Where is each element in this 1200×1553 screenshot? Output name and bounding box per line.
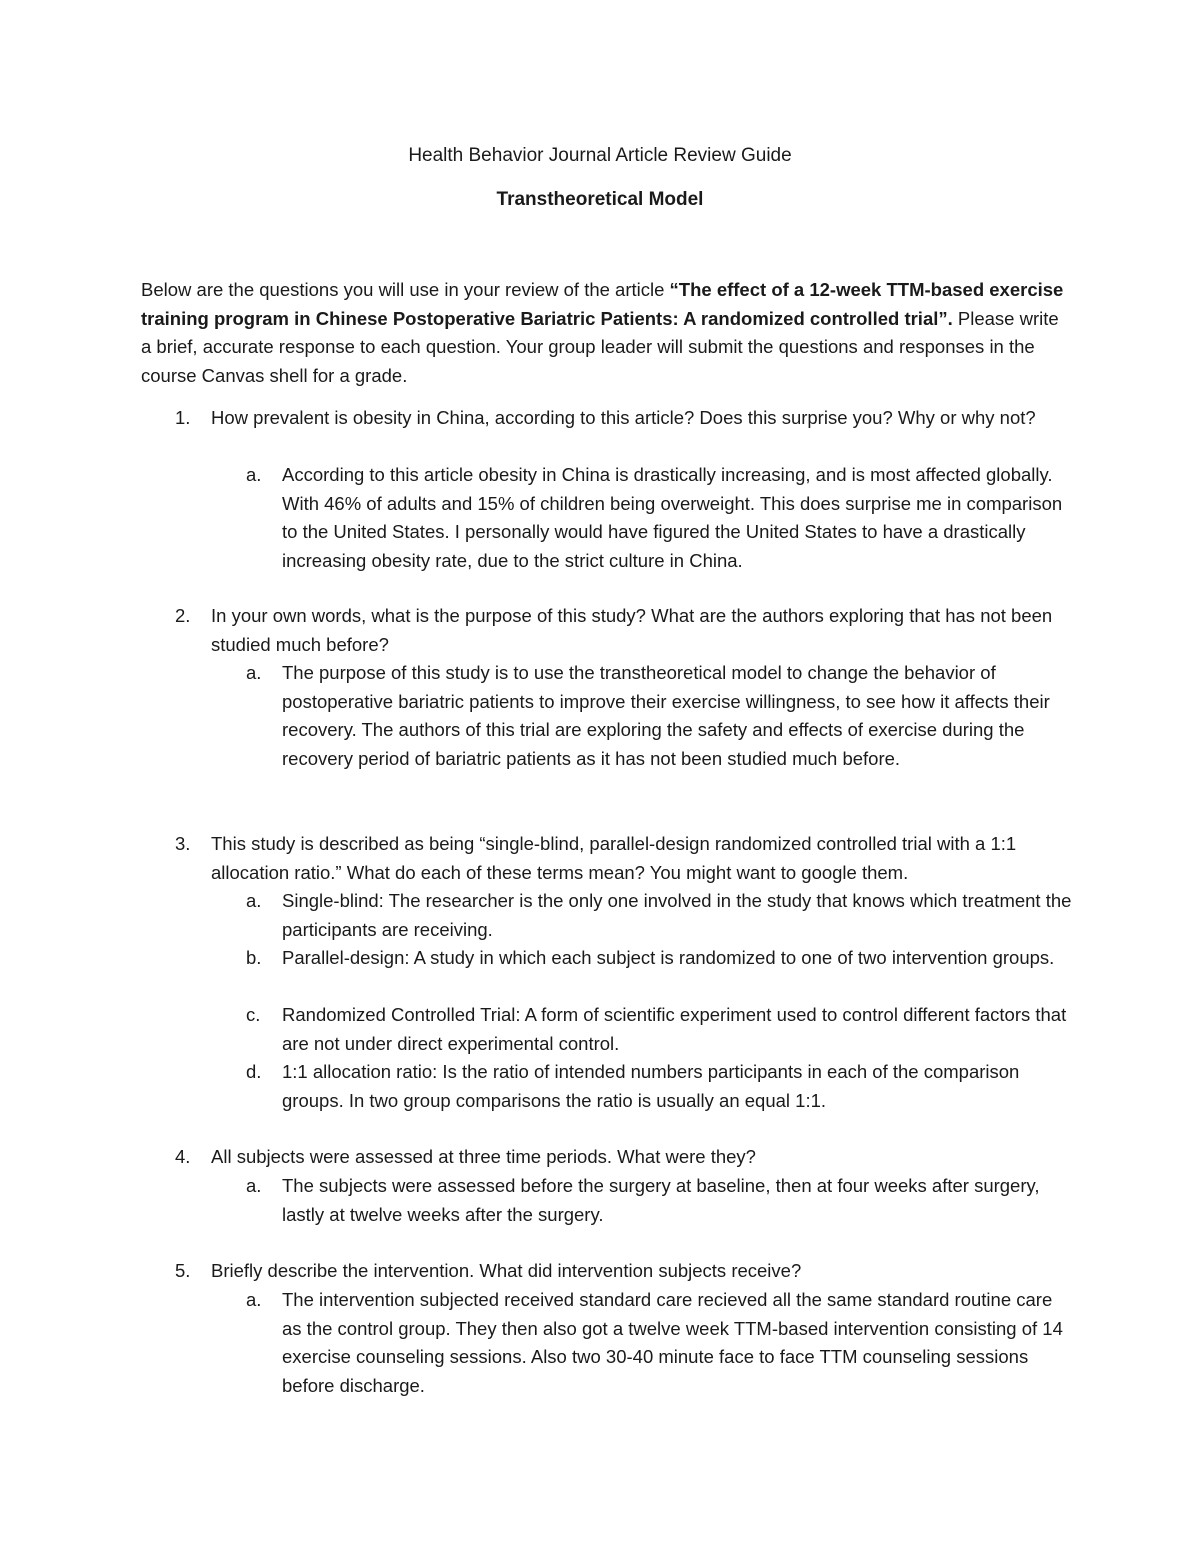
answer-text: The purpose of this study is to use the transtheoretical model to change the behavior of postoperative bariatric patients to improve their exercise willingness, to see how it affects their recovery. The authors of this trial are exploring the safety and effects of exercise during the recovery period of bariatric patients as it has not been studied much before. <box>282 662 1050 769</box>
question-number: 5. <box>175 1260 191 1281</box>
answer-text: Randomized Controlled Trial: A form of scientific experiment used to control different factors that are not under direct experimental control. <box>282 1004 1067 1054</box>
intro-text-after: Please write a brief, accurate response to each question. Your group leader will submit the questions and responses in the course Canvas shell for a grade. <box>141 307 1059 386</box>
answer-text: Single-blind: The researcher is the only one involved in the study that knows which treatment the participants are receiving. <box>282 890 1072 940</box>
question-text: Briefly describe the intervention. What did intervention subjects receive? <box>211 1260 802 1281</box>
document-subtitle: Transtheoretical Model <box>496 189 704 210</box>
answer-letter: a. <box>246 464 262 485</box>
answer-text: The intervention subjected received standard care recieved all the same standard routine care as the control group. They then also got a twelve week TTM-based intervention consisting of 14 exercise counseling sessions. Also two 30-40 minute face to face TTM counseling sessions before discharge. <box>282 1289 1063 1396</box>
answer-text: 1:1 allocation ratio: Is the ratio of intended numbers participants in each of the comparison groups. In two group comparisons the ratio is usually an equal 1:1. <box>282 1061 1020 1111</box>
question-number: 2. <box>175 605 191 626</box>
answer-letter: a. <box>246 662 262 683</box>
question-number: 1. <box>175 407 191 428</box>
answer-letter: c. <box>246 1004 261 1025</box>
question-text: This study is described as being “single-blind, parallel-design randomized controlled trial with a 1:1 allocation ratio.” What do each of these terms mean? You might want to google them. <box>211 833 1017 883</box>
answer-letter: a. <box>246 890 262 911</box>
question-text: In your own words, what is the purpose of this study? What are the authors exploring that has not been studied much before? <box>211 605 1053 655</box>
intro-text-before: Below are the questions you will use in your review of the article <box>141 279 670 300</box>
document-title: Health Behavior Journal Article Review Guide <box>408 145 792 166</box>
question-text: All subjects were assessed at three time periods. What were they? <box>211 1146 756 1167</box>
question-number: 4. <box>175 1146 191 1167</box>
answer-letter: d. <box>246 1061 262 1082</box>
answer-text: Parallel-design: A study in which each subject is randomized to one of two intervention groups. <box>282 947 1055 968</box>
article-title: “The effect of a 12-week TTM-based exercise training program in Chinese Postoperative Bariatric Patients: A randomized controlled trial”. <box>141 279 1064 329</box>
intro-paragraph <box>141 276 1071 390</box>
question-text: How prevalent is obesity in China, according to this article? Does this surprise you? Why or why not? <box>211 407 1036 428</box>
answer-letter: a. <box>246 1175 262 1196</box>
question-number: 3. <box>175 833 191 854</box>
answer-text: According to this article obesity in China is drastically increasing, and is most affected globally. With 46% of adults and 15% of children being overweight. This does surprise me in comparison to the United States. I personally would have figured the United States to have a drastically increasing obesity rate, due to the strict culture in China. <box>282 464 1063 571</box>
answer-text: The subjects were assessed before the surgery at baseline, then at four weeks after surgery, lastly at twelve weeks after the surgery. <box>282 1175 1040 1225</box>
answer-letter: a. <box>246 1289 262 1310</box>
answer-letter: b. <box>246 947 262 968</box>
